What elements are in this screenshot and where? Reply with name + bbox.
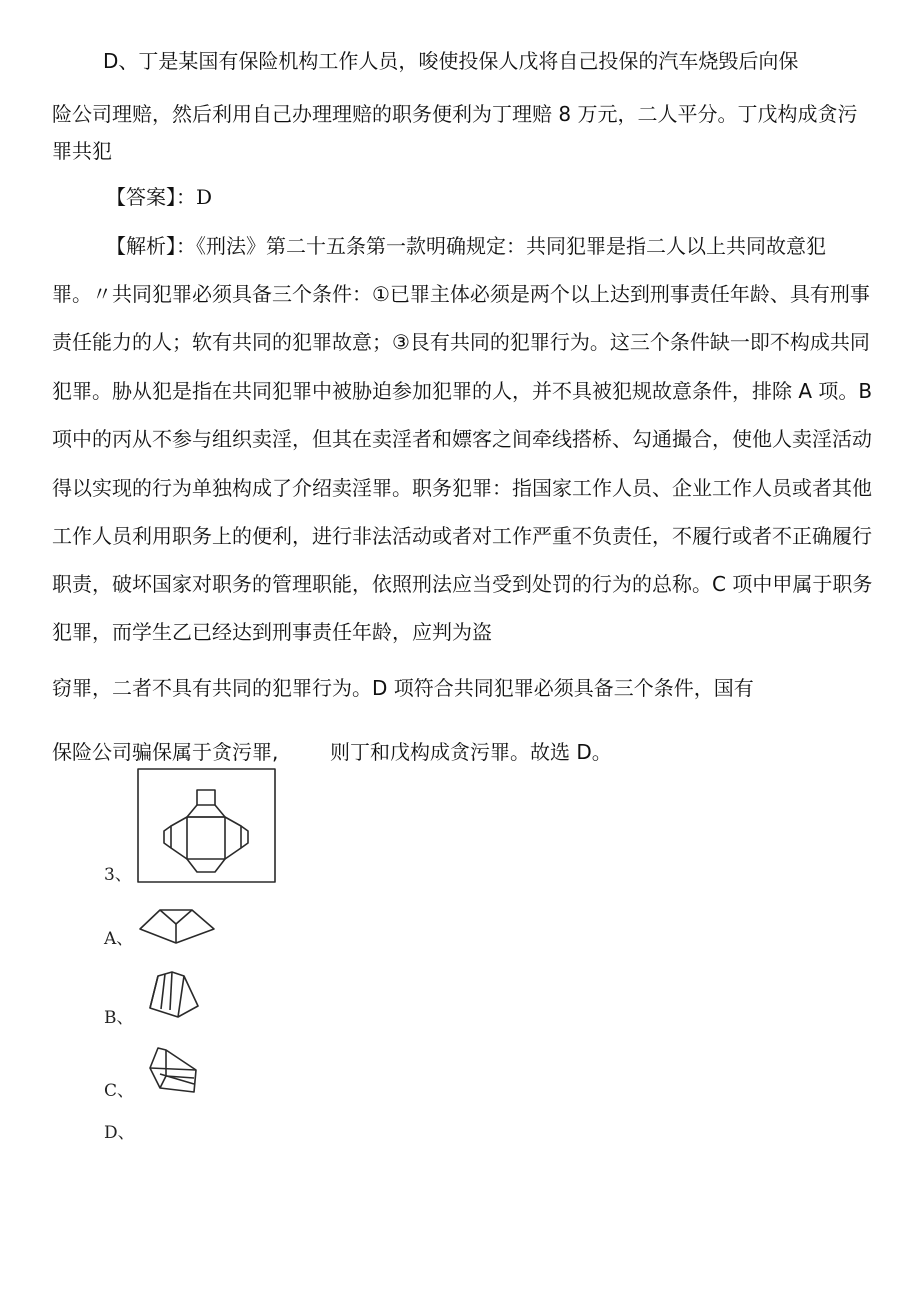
option-d-label[interactable]: D、 bbox=[104, 1123, 135, 1143]
option-a-label[interactable]: A、 bbox=[104, 929, 134, 949]
option-d-line-3: 罪共犯 bbox=[52, 139, 112, 163]
analysis-line-8: 职责，破坏国家对职务的管理职能，依照刑法应当受到处罚的行为的总称。C 项中甲属于职务 bbox=[52, 572, 873, 596]
analysis-line-11-left: 保险公司骗保属于贪污罪, bbox=[52, 740, 279, 764]
analysis-line-9: 犯罪，而学生乙已经达到刑事责任年龄，应判为盗 bbox=[52, 620, 492, 644]
analysis-line-5: 项中的丙从不参与组织卖淫，但其在卖淫者和嫖客之间牵线搭桥、勾通撮合，使他人卖淫活动 bbox=[52, 427, 872, 451]
question-3-number: 3、 bbox=[104, 865, 132, 885]
analysis-line-2: 罪。〃共同犯罪必须具备三个条件：①已罪主体必须是两个以上达到刑事责任年龄、具有刑事 bbox=[52, 282, 870, 306]
analysis-line-7: 工作人员利用职务上的便利，进行非法活动或者对工作严重不负责任，不履行或者不正确履行 bbox=[52, 524, 872, 548]
option-b-label[interactable]: B、 bbox=[104, 1008, 134, 1028]
analysis-line-6: 得以实现的行为单独构成了介绍卖淫罪。职务犯罪：指国家工作人员、企业工作人员或者其他 bbox=[52, 476, 872, 500]
answer-label: 【答案】 bbox=[106, 185, 176, 209]
option-a-frustum-figure[interactable] bbox=[138, 905, 218, 945]
option-d-line-1: D、丁是某国有保险机构工作人员，唆使投保人戊将自己投保的汽车烧毁后向保 bbox=[103, 49, 799, 73]
option-b-prism-figure[interactable] bbox=[146, 970, 202, 1020]
answer-row bbox=[106, 183, 212, 211]
answer-value: ：D bbox=[176, 185, 213, 209]
analysis-line-4: 犯罪。胁从犯是指在共同犯罪中被胁迫参加犯罪的人，并不具被犯规故意条件，排除 A 项。B bbox=[52, 379, 873, 403]
option-c-solid-figure[interactable] bbox=[146, 1044, 206, 1096]
question-3-net-figure bbox=[137, 768, 277, 884]
option-c-label[interactable]: C、 bbox=[104, 1081, 135, 1101]
analysis-line-1: 【解析】：《刑法》第二十五条第一款明确规定：共同犯罪是指二人以上共同故意犯 bbox=[106, 234, 826, 258]
analysis-line-11-right: 则丁和戊构成贪污罪。故选 D。 bbox=[330, 740, 612, 764]
analysis-line-3: 责任能力的人；软有共同的犯罪故意；③艮有共同的犯罪行为。这三个条件缺一即不构成共同 bbox=[52, 330, 870, 354]
option-d-line-2: 险公司理赔，然后利用自己办理理赔的职务便利为丁理赔 8 万元，二人平分。丁戊构成贪污 bbox=[52, 102, 858, 126]
analysis-line-10: 窃罪，二者不具有共同的犯罪行为。D 项符合共同犯罪必须具备三个条件，国有 bbox=[52, 676, 754, 700]
